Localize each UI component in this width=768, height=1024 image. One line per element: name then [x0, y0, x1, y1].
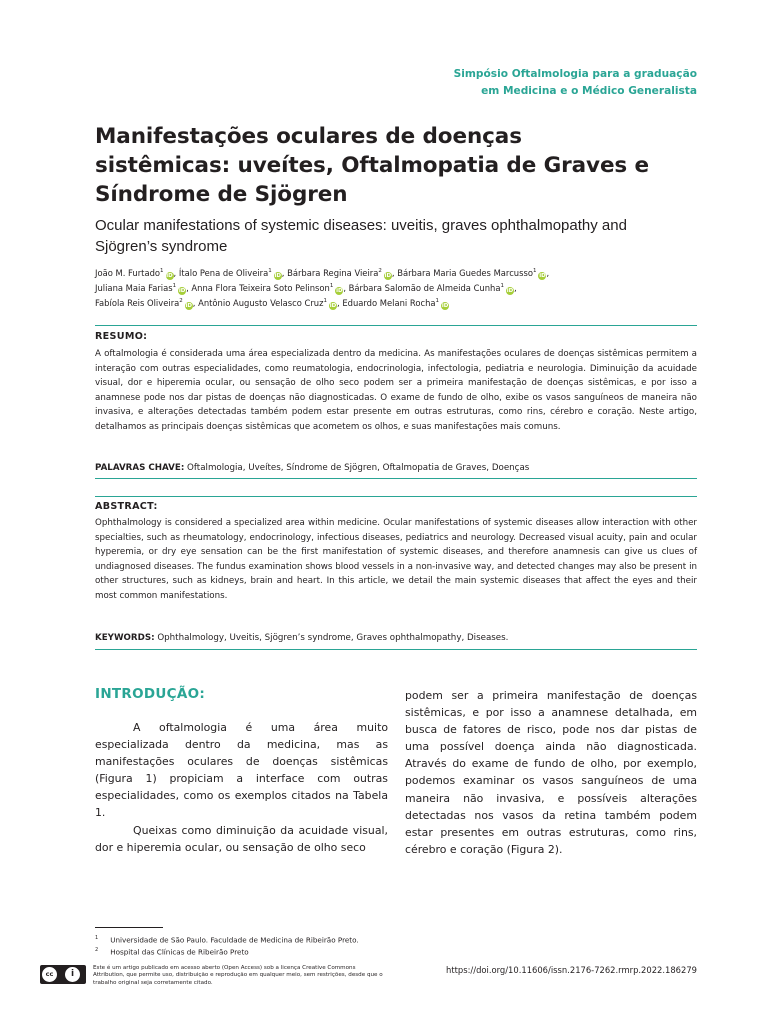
section-divider: [95, 496, 697, 497]
abstract-text: Ophthalmology is considered a specialized area within medicine. Ocular manifestations of systemic diseases allow interaction with other specialties, such as rheumatology, endocrinology, infectious diseases, pediatrics and neurology. Decreased visual acuity, pain and ocular hyperemia, or dry eye sensation can be the first manifestation of systemic diseases, and therefore anamnesis can give us clues of undiagnosed diseases. The fundus examination shows blood vessels in a non-invasive way, and detected changes may also be present in other structures, such as kidneys, brain and heart. In this article, we detail the main systemic diseases that affect the eyes and their most common manifestations.: [95, 518, 697, 601]
orcid-icon[interactable]: iD: [336, 288, 343, 295]
author: Fabíola Reis Oliveira$^2$iD,: [95, 298, 199, 310]
author: Bárbara Maria Guedes Marcusso$^1$iD,: [397, 267, 550, 279]
author: Antônio Augusto Velasco Cruz$^1$iD,: [198, 298, 343, 310]
intro-paragraph: Queixas como diminuição da acuidade visual, dor e hiperemia ocular, ou sensação de olho seco: [95, 823, 388, 854]
orcid-icon[interactable]: iD: [441, 303, 449, 310]
intro-column-right: [405, 687, 697, 858]
attribution-icon: i: [65, 967, 80, 982]
author: Bárbara Regina Vieira$^2$iD,: [287, 267, 398, 279]
author: João M. Furtado$^1$iD,: [95, 267, 179, 279]
abstract-heading: ABSTRACT:: [95, 501, 158, 512]
intro-paragraph: A oftalmologia é uma área muito especializada dentro da medicina, mas as manifestações oculares de doenças sistêmicas (Figura 1) propiciam a interface com outras especialidades, como os exemplos citados na Tabela 1.: [95, 721, 388, 820]
author: Anna Flora Teixeira Soto Pelinson$^1$iD,: [191, 283, 349, 295]
cc-license-badge[interactable]: [40, 965, 86, 984]
author-list: [95, 265, 655, 311]
journal-header: [454, 66, 697, 100]
palavras-chave-text: Oftalmologia, Uveítes, Síndrome de Sjögren, Oftalmopatia de Graves, Doenças: [184, 463, 530, 473]
author: Bárbara Salomão de Almeida Cunha$^1$iD,: [348, 283, 517, 295]
orcid-icon[interactable]: iD: [539, 272, 546, 279]
keywords-label: KEYWORDS:: [95, 633, 155, 643]
orcid-icon[interactable]: iD: [274, 272, 281, 279]
orcid-icon[interactable]: iD: [329, 303, 337, 310]
resumo-heading: RESUMO:: [95, 331, 148, 342]
orcid-icon[interactable]: iD: [506, 288, 514, 295]
palavras-chave: [95, 461, 697, 475]
section-divider: [95, 649, 697, 650]
orcid-icon[interactable]: iD: [185, 303, 192, 310]
journal-header-line1: Simpósio Oftalmologia para a graduação: [453, 68, 697, 80]
keywords-text: Ophthalmology, Uveitis, Sjögren’s syndrome, Graves ophthalmopathy, Diseases.: [154, 633, 509, 643]
section-divider: [95, 325, 697, 326]
author: Ítalo Pena de Oliveira$^1$iD,: [178, 267, 288, 279]
intro-paragraph: podem ser a primeira manifestação de doenças sistêmicas, e por isso a anamnese detalhada, em busca de fatores de risco, pode nos dar pistas de uma possível doença ainda não diagnosticada. Através do exame de fundo de olho, por exemplo, podemos examinar os vasos sanguíneos de uma maneira não invasiva, e possíveis alterações detectadas nos vasos da retina também podem estar presentes em outras estruturas, como rins, cérebro e coração (Figura 2).: [405, 689, 697, 856]
keywords: [95, 631, 697, 645]
orcid-icon[interactable]: iD: [178, 288, 186, 295]
intro-column-left: [95, 719, 388, 856]
article-subtitle: Ocular manifestations of systemic diseases: uveitis, graves ophthalmopathy and Sjögren’s syndrome: [95, 217, 627, 255]
footnote: $^2$ Hospital das Clínicas de Ribeirão Preto: [95, 947, 249, 957]
section-divider: [95, 478, 697, 479]
doi-link[interactable]: https://doi.org/10.11606/issn.2176-7262.rmrp.2022.186279: [446, 965, 697, 975]
introduction-heading: INTRODUÇÃO:: [95, 686, 206, 702]
orcid-icon[interactable]: iD: [384, 272, 392, 279]
resumo-text: A oftalmologia é considerada uma área especializada dentro da medicina. As manifestações oculares de doenças sistêmicas permitem a interação com outras especialidades, como reumatologia, endocrinologia, infectologia, pediatria e neurologia. Diminuição da acuidade visual, dor e hiperemia ocular, ou sensação de olho seco podem ser a primeira manifestação de doenças sistêmicas, e por isso a anamnese pode nos dar pistas de doenças não diagnosticadas. O exame de fundo de olho, exibe os vasos sanguíneos de maneira não invasiva, e alterações detectadas também podem estar presente em outras estruturas, como rins, cérebro e coração. Neste artigo, detalhamos as principais doenças sistêmicas que acometem os olhos, e suas manifestações mais comuns.: [95, 349, 697, 432]
palavras-chave-label: PALAVRAS CHAVE:: [95, 463, 185, 473]
footnote-divider: [95, 927, 163, 928]
orcid-icon[interactable]: iD: [166, 272, 173, 279]
author: Juliana Maia Farias$^1$iD,: [95, 283, 192, 295]
article-title: Manifestações oculares de doenças sistêmicas: uveítes, Oftalmopatia de Graves e Síndrome de Sjögren: [95, 124, 649, 207]
journal-header-line2: em Medicina e o Médico Generalista: [481, 85, 697, 97]
cc-icon: cc: [42, 967, 57, 982]
author: Eduardo Melani Rocha$^1$iD: [342, 298, 449, 310]
footnote: $^1$ Universidade de São Paulo. Faculdade de Medicina de Ribeirão Preto.: [95, 935, 359, 945]
license-text: Este é um artigo publicado em acesso aberto (Open Access) sob a licença Creative Commons Attribution, que permite uso, distribuição e reprodução em qualquer meio, sem restrições, desde que o trabalho original seja corretamente citado.: [93, 965, 383, 986]
